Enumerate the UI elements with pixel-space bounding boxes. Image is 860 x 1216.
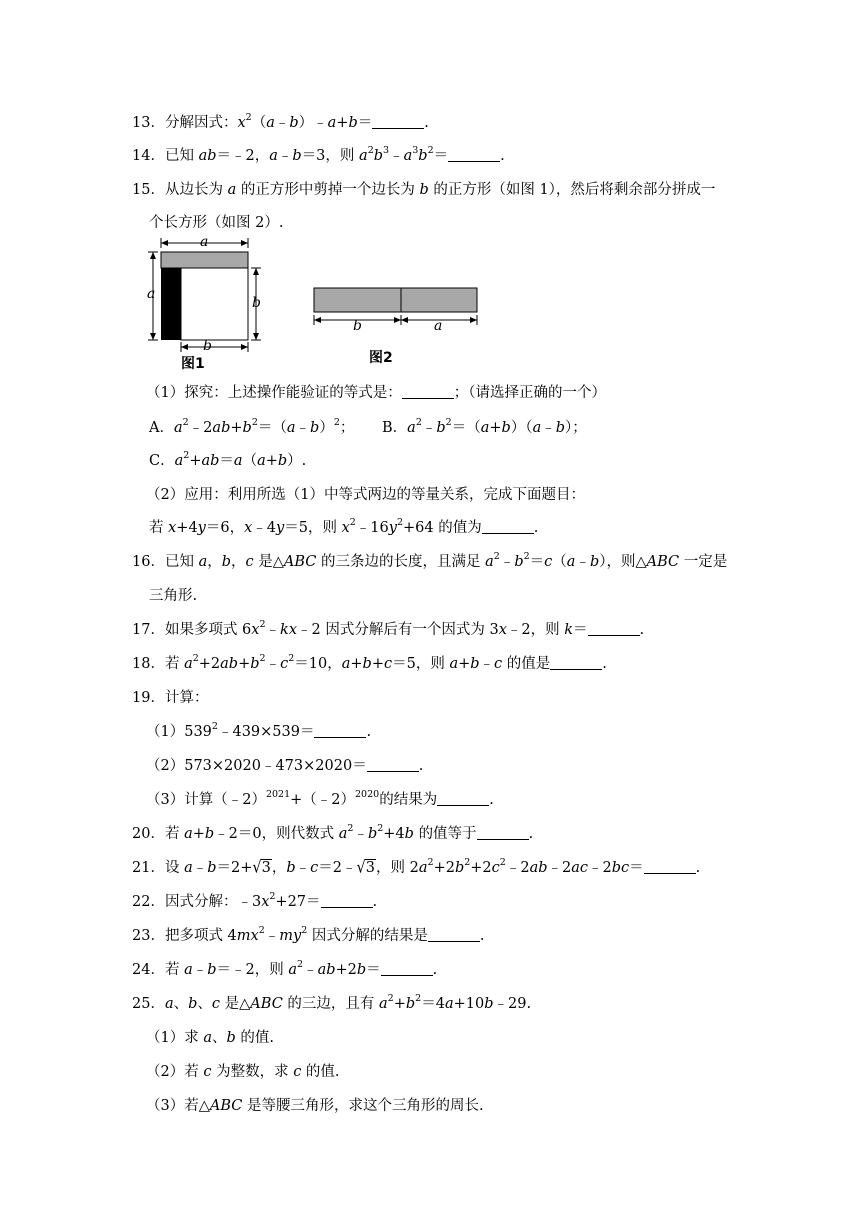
question-13: 13．分解因式：$x^2(a﹣b)﹣a+b=$ . — [132, 112, 429, 131]
question-19-part1: $(1)539^2﹣439\times 539=$ . — [146, 721, 372, 740]
svg-text:a: a — [200, 235, 209, 250]
question-16: 16．已知 a，b，c 是△ABC 的三条边的长度，且满足 $a^2﹣b^2=c(a﹣b)$，则△ABC 一定是 — [132, 551, 728, 570]
option-a[interactable]: A．$a^2﹣2ab+b^2=(a﹣b)^2$； — [149, 417, 355, 436]
answer-blank[interactable] — [482, 520, 534, 534]
svg-text:b: b — [252, 295, 261, 311]
option-b[interactable]: B．$a^2﹣b^2=(a+b)(a﹣b)$； — [382, 417, 587, 436]
figure-1 — [140, 235, 270, 365]
question-18: 18．若 $a^2+2ab+b^2﹣c^2=10$，a+b+c＝5，则 a+b﹣c 的值是 . — [132, 653, 607, 672]
question-24: 24．若 a﹣b＝﹣2，则 $a^2﹣ab+2b=$ . — [132, 959, 438, 978]
question-15-line2: 个长方形（如图 2）. — [149, 215, 284, 231]
question-19: 19．计算： — [132, 690, 209, 706]
svg-text:b: b — [203, 338, 212, 354]
question-17: 17．如果多项式 $6x^2﹣kx﹣2$ 因式分解后有一个因式为 3x﹣2，则 k＝ . — [132, 619, 645, 638]
question-20: 20．若 a+b﹣2＝0，则代数式 $a^2﹣b^2+4b$ 的值等于 . — [132, 823, 534, 842]
question-15-part2-task: 若 x+4y＝6，x﹣4y＝5，则 $x^2﹣16y^2+64$ 的值为 . — [149, 517, 539, 536]
question-22: 22．因式分解：$﹣3x^2+27=$ . — [132, 891, 378, 910]
svg-text:b: b — [353, 318, 362, 334]
svg-text:a: a — [147, 286, 156, 302]
figure-2 — [310, 284, 485, 334]
figure-2-label: 图2 — [369, 350, 393, 366]
question-19-part2: （2）573×2020﹣473×2020＝ . — [146, 758, 424, 774]
question-23: 23．把多项式 $4mx^2﹣my^2$ 因式分解的结果是 . — [132, 925, 485, 944]
option-c[interactable]: C．$a^2+ab=a(a+b)$. — [149, 450, 307, 469]
question-21: 21．设 a﹣b＝2+√3，b﹣c＝2﹣√3，则 $2a^2+2b^2+2c^2﹣2ab﹣2ac﹣2bc=$ . — [132, 857, 701, 878]
answer-blank[interactable] — [448, 148, 500, 162]
question-25-part2: （2）若 c 为整数，求 c 的值. — [146, 1064, 340, 1080]
question-15-part2: （2）应用：利用所选（1）中等式两边的等量关系，完成下面题目： — [146, 487, 585, 503]
question-15-part1: （1）探究：上述操作能验证的等式是： ；（请选择正确的一个） — [146, 385, 606, 401]
question-19-part3: （3）计算（﹣2）$^{2021}$+（﹣2）$^{2020}$的结果为 . — [146, 789, 494, 808]
answer-blank[interactable] — [550, 656, 602, 670]
question-16-line2: 三角形. — [149, 588, 198, 604]
answer-blank[interactable] — [381, 962, 433, 976]
answer-blank[interactable] — [437, 792, 489, 806]
question-25-part3: （3）若△ABC 是等腰三角形，求这个三角形的周长. — [146, 1098, 484, 1114]
answer-blank[interactable] — [644, 860, 696, 874]
answer-blank[interactable] — [588, 622, 640, 636]
answer-blank[interactable] — [402, 385, 454, 399]
question-25-part1: （1）求 a、b 的值. — [146, 1030, 275, 1046]
answer-blank[interactable] — [477, 826, 529, 840]
question-14: 14．已知 ab＝﹣2，a﹣b＝3，则 $a^2b^3﹣a^3b^2=$ . — [132, 145, 505, 164]
question-25: 25．a、b、c 是△ABC 的三边，且有 $a^2+b^2=4a+10b﹣29$. — [132, 993, 532, 1012]
answer-blank[interactable] — [428, 928, 480, 942]
answer-blank[interactable] — [321, 894, 373, 908]
answer-blank[interactable] — [314, 724, 366, 738]
answer-blank[interactable] — [367, 758, 419, 772]
question-number: 13． — [132, 115, 165, 131]
figure-1-label: 图1 — [181, 356, 205, 372]
question-15: 15．从边长为 a 的正方形中剪掉一个边长为 b 的正方形（如图 1），然后将剩余部分拼成一 — [132, 182, 716, 198]
svg-text:a: a — [434, 318, 443, 334]
answer-blank[interactable] — [372, 115, 424, 129]
